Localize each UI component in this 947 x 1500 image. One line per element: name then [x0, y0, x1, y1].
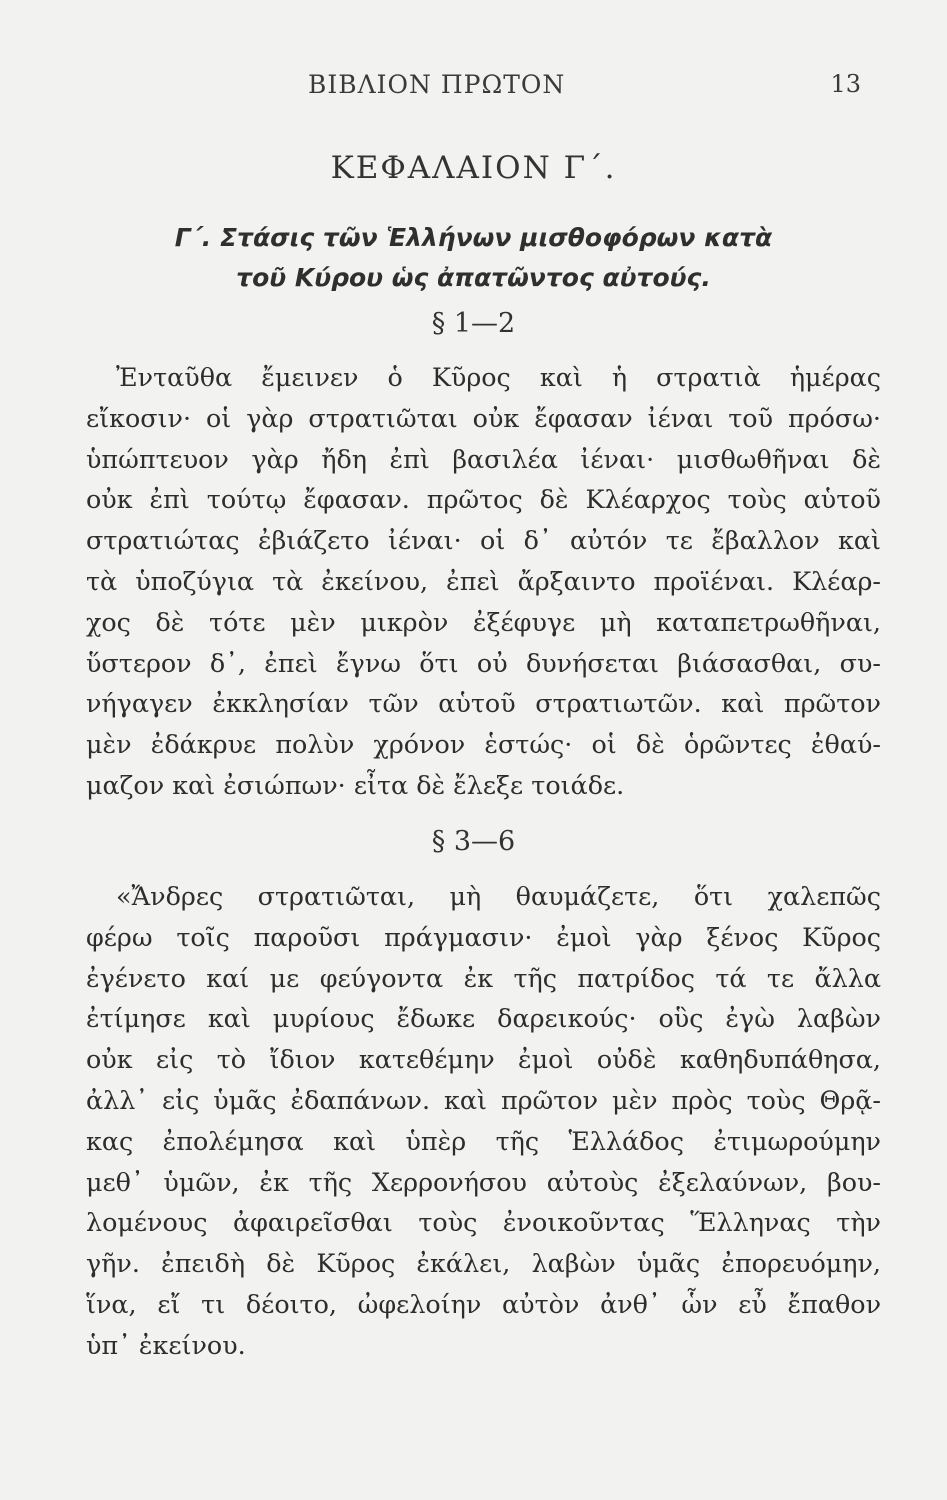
section-mark-1-2: § 1—2: [431, 308, 516, 339]
chapter-subtitle-line: τοῦ Κύρου ὡς ἀπατῶντος αὐτούς.: [236, 263, 711, 292]
text-line: ὕστερον δ᾿, ἐπεὶ ἔγνω ὅτι οὐ δυνήσεται βιάσασθαι, συ-: [86, 647, 881, 678]
text-line: γῆν. ἐπειδὴ δὲ Κῦρος ἐκάλει, λαβὼν ὑμᾶς ἐπορευόμην,: [86, 1248, 881, 1279]
text-line: λομένους ἀφαιρεῖσθαι τοὺς ἐνοικοῦντας Ἕλληνας τὴν: [86, 1207, 881, 1238]
text-line: οὐκ ἐπὶ τούτῳ ἔφασαν. πρῶτος δὲ Κλέαρχος τοὺς αὑτοῦ: [86, 484, 881, 515]
text-line: «Ἄνδρες στρατιῶται, μὴ θαυμάζετε, ὅτι χαλεπῶς: [116, 881, 881, 911]
text-line: μαζον καὶ ἐσιώπων· εἶτα δὲ ἔλεξε τοιάδε.: [86, 769, 625, 800]
text-line: ἵνα, εἴ τι δέοιτο, ὠφελοίην αὐτὸν ἀνθ᾿ ὧν εὖ ἔπαθον: [86, 1288, 881, 1319]
text-line: ἀλλ᾿ εἰς ὑμᾶς ἐδαπάνων. καὶ πρῶτον μὲν πρὸς τοὺς Θρᾷ-: [86, 1084, 881, 1115]
text-line: Ἐνταῦθα ἔμεινεν ὁ Κῦρος καὶ ἡ στρατιὰ ἡμέρας: [116, 362, 881, 392]
text-line: φέρω τοῖς παροῦσι πράγμασιν· ἐμοὶ γὰρ ξένος Κῦρος: [86, 921, 881, 952]
text-line: οὐκ εἰς τὸ ἴδιον κατεθέμην ἐμοὶ οὐδὲ καθηδυπάθησα,: [86, 1044, 881, 1075]
text-line: εἴκοσιν· οἱ γὰρ στρατιῶται οὐκ ἔφασαν ἰέναι τοῦ πρόσω·: [86, 402, 881, 433]
text-line: μὲν ἐδάκρυε πολὺν χρόνον ἑστώς· οἱ δὲ ὁρῶντες ἐθαύ-: [86, 729, 881, 760]
page-number: 13: [830, 70, 861, 98]
chapter-title: ΚΕΦΑΛΑΙΟΝ Γ΄.: [330, 150, 617, 186]
running-head: [0, 62, 947, 102]
section-mark-3-6: § 3—6: [431, 826, 516, 857]
text-line: κας ἐπολέμησα καὶ ὑπὲρ τῆς Ἑλλάδος ἐτιμωρούμην: [86, 1125, 881, 1156]
text-line: χος δὲ τότε μὲν μικρὸν ἐξέφυγε μὴ καταπετρωθῆναι,: [86, 606, 881, 637]
chapter-subtitle-line: Γ΄. Στάσις τῶν Ἑλλήνων μισθοφόρων κατὰ: [174, 223, 773, 252]
paragraph-section-3-6: [86, 876, 881, 1366]
text-line: μεθ᾿ ὑμῶν, ἐκ τῆς Χερρονήσου αὐτοὺς ἐξελαύνων, βου-: [86, 1166, 881, 1197]
text-line: ὑπώπτευον γὰρ ἤδη ἐπὶ βασιλέα ἰέναι· μισθωθῆναι δὲ: [86, 443, 881, 474]
running-title: ΒΙΒΛΙΟΝ ΠΡΩΤΟΝ: [308, 70, 566, 99]
chapter-subtitle: [0, 218, 947, 298]
text-line: ἐγένετο καί με φεύγοντα ἐκ τῆς πατρίδος τά τε ἄλλα: [86, 962, 881, 993]
text-line: τὰ ὑποζύγια τὰ ἐκείνου, ἐπεὶ ἄρξαιντο προϊέναι. Κλέαρ-: [86, 565, 881, 596]
text-line: ὑπ᾿ ἐκείνου.: [86, 1329, 246, 1360]
text-line: ἐτίμησε καὶ μυρίους ἔδωκε δαρεικούς· οὓς ἐγὼ λαβὼν: [86, 1003, 881, 1034]
text-line: νήγαγεν ἐκκλησίαν τῶν αὑτοῦ στρατιωτῶν. καὶ πρῶτον: [86, 688, 881, 719]
paragraph-section-1-2: [86, 357, 881, 806]
text-line: στρατιώτας ἐβιάζετο ἰέναι· οἱ δ᾿ αὐτόν τε ἔβαλλον καὶ: [86, 525, 881, 556]
